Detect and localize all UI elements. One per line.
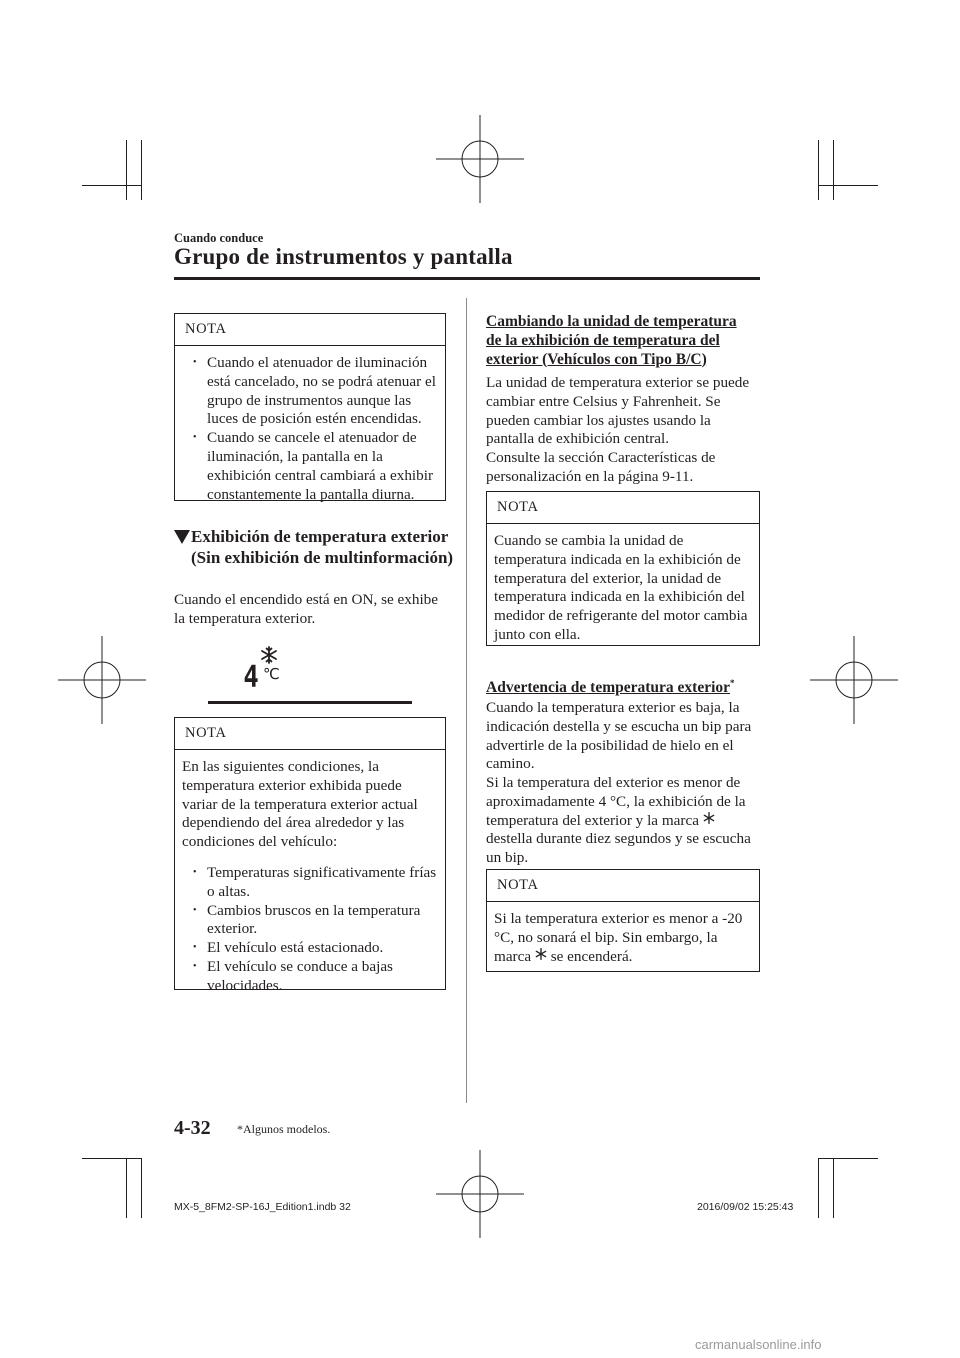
paragraph: La unidad de temperatura exterior se puede cambiar entre Celsius y Fahrenheit. Se pueden cambiar los ajustes usando la pantalla de exhibición central. [486,374,750,448]
crop-mark [141,140,142,200]
crop-mark [82,1158,142,1159]
paragraph: Cuando el encendido está en ON, se exhibe la temperatura exterior. [174,591,439,627]
registration-mark-icon [436,115,524,203]
paragraph [486,774,760,868]
crop-mark [82,185,142,186]
list-item: • El vehículo está estacionado. [182,939,437,958]
note-list [182,354,437,504]
note-box [174,313,446,501]
paragraph: Cuando la temperatura exterior es baja, la indicación destella y se escucha un bip para advertirle de la posibilidad de hielo en el camino. [486,699,752,773]
list-item: • Cuando se cancele el atenuador de iluminación, la pantalla en la exhibición central cambiará a exhibir constantemente la pantalla diurna. [182,429,437,504]
note-text: se encenderá. [550,947,633,965]
paragraph-text: destella durante diez segundos y se escucha un bip. [486,830,751,867]
list-item: • Cuando el atenuador de iluminación está cancelado, no se podrá atenuar el grupo de instrumentos aunque las luces de posición estén encendidas. [182,354,437,429]
crop-mark [833,1158,834,1218]
snowflake-icon [703,812,715,824]
note-text: En las siguientes condiciones, la temperatura exterior exhibida puede variar de la temperatura exterior actual dependiendo del área alrededor y las condiciones del vehículo: [182,758,418,851]
registration-mark-icon [810,636,898,724]
note-label: NOTA [487,870,759,902]
note-label: NOTA [175,718,445,750]
section-heading [174,527,464,568]
temperature-unit: ℃ [263,665,280,683]
note-box [486,869,760,972]
triangle-marker-icon [174,530,190,544]
crop-mark [818,1158,819,1218]
crop-mark [818,1158,878,1159]
watermark: carmanualsonline.info [695,1337,822,1352]
temperature-value: 4 [243,660,259,695]
column-divider [466,298,467,1103]
section-heading-text: Advertencia de temperatura exterior [486,679,731,697]
page-title: Grupo de instrumentos y pantalla [174,244,513,269]
crop-mark [833,140,834,200]
note-box [174,717,446,994]
crop-mark [126,1158,127,1218]
note-label: NOTA [487,492,759,524]
note-list [182,864,437,996]
note-text: Si la temperatura exterior es menor a -20 °C, no sonará el bip. Sin embargo, la marca [494,910,743,965]
note-label: NOTA [175,314,445,346]
section-label: Cuando conduce [174,231,264,245]
crop-mark [126,140,127,200]
paragraph: Consulte la sección Características de personalización en la página 9-11. [486,449,716,485]
crop-mark [141,1158,142,1218]
registration-mark-icon [58,636,146,724]
crop-mark [818,140,819,200]
timestamp: 2016/09/02 15:25:43 [697,1201,794,1213]
display-baseline [208,701,412,704]
list-item: • Temperaturas significativamente frías o altas. [182,864,437,902]
note-box [486,491,760,646]
section-heading: Cambiando la unidad de temperatura de la exhibición de temperatura del exterior (Vehículos con Tipo B/C) [486,313,737,368]
temperature-display-illustration [208,646,412,706]
snowflake-icon [260,646,278,664]
paragraph-text: Si la temperatura del exterior es menor de aproximadamente 4 °C, la exhibición de la temperatura del exterior y la marca [486,774,746,829]
snowflake-icon [535,948,547,960]
list-item: • Cambios bruscos en la temperatura exterior. [182,902,437,940]
list-item: • El vehículo se conduce a bajas velocidades. [182,958,437,996]
footnote: *Algunos modelos. [237,1122,331,1136]
section-heading-text: Exhibición de temperatura exterior (Sin exhibición de multinformación) [191,527,454,567]
registration-mark-icon [436,1150,524,1238]
header-rule [174,277,760,280]
crop-mark [818,185,878,186]
note-text: Cuando se cambia la unidad de temperatura indicada en la exhibición de temperatura del exterior, la unidad de temperatura indicada en la exhibición del medidor de refrigerante del motor cambia junto con ella. [494,532,748,643]
section-heading [486,674,760,698]
file-slug: MX-5_8FM2-SP-16J_Edition1.indb 32 [174,1201,351,1213]
page-number: 4-32 [174,1117,211,1139]
footnote-mark: * [730,678,735,688]
